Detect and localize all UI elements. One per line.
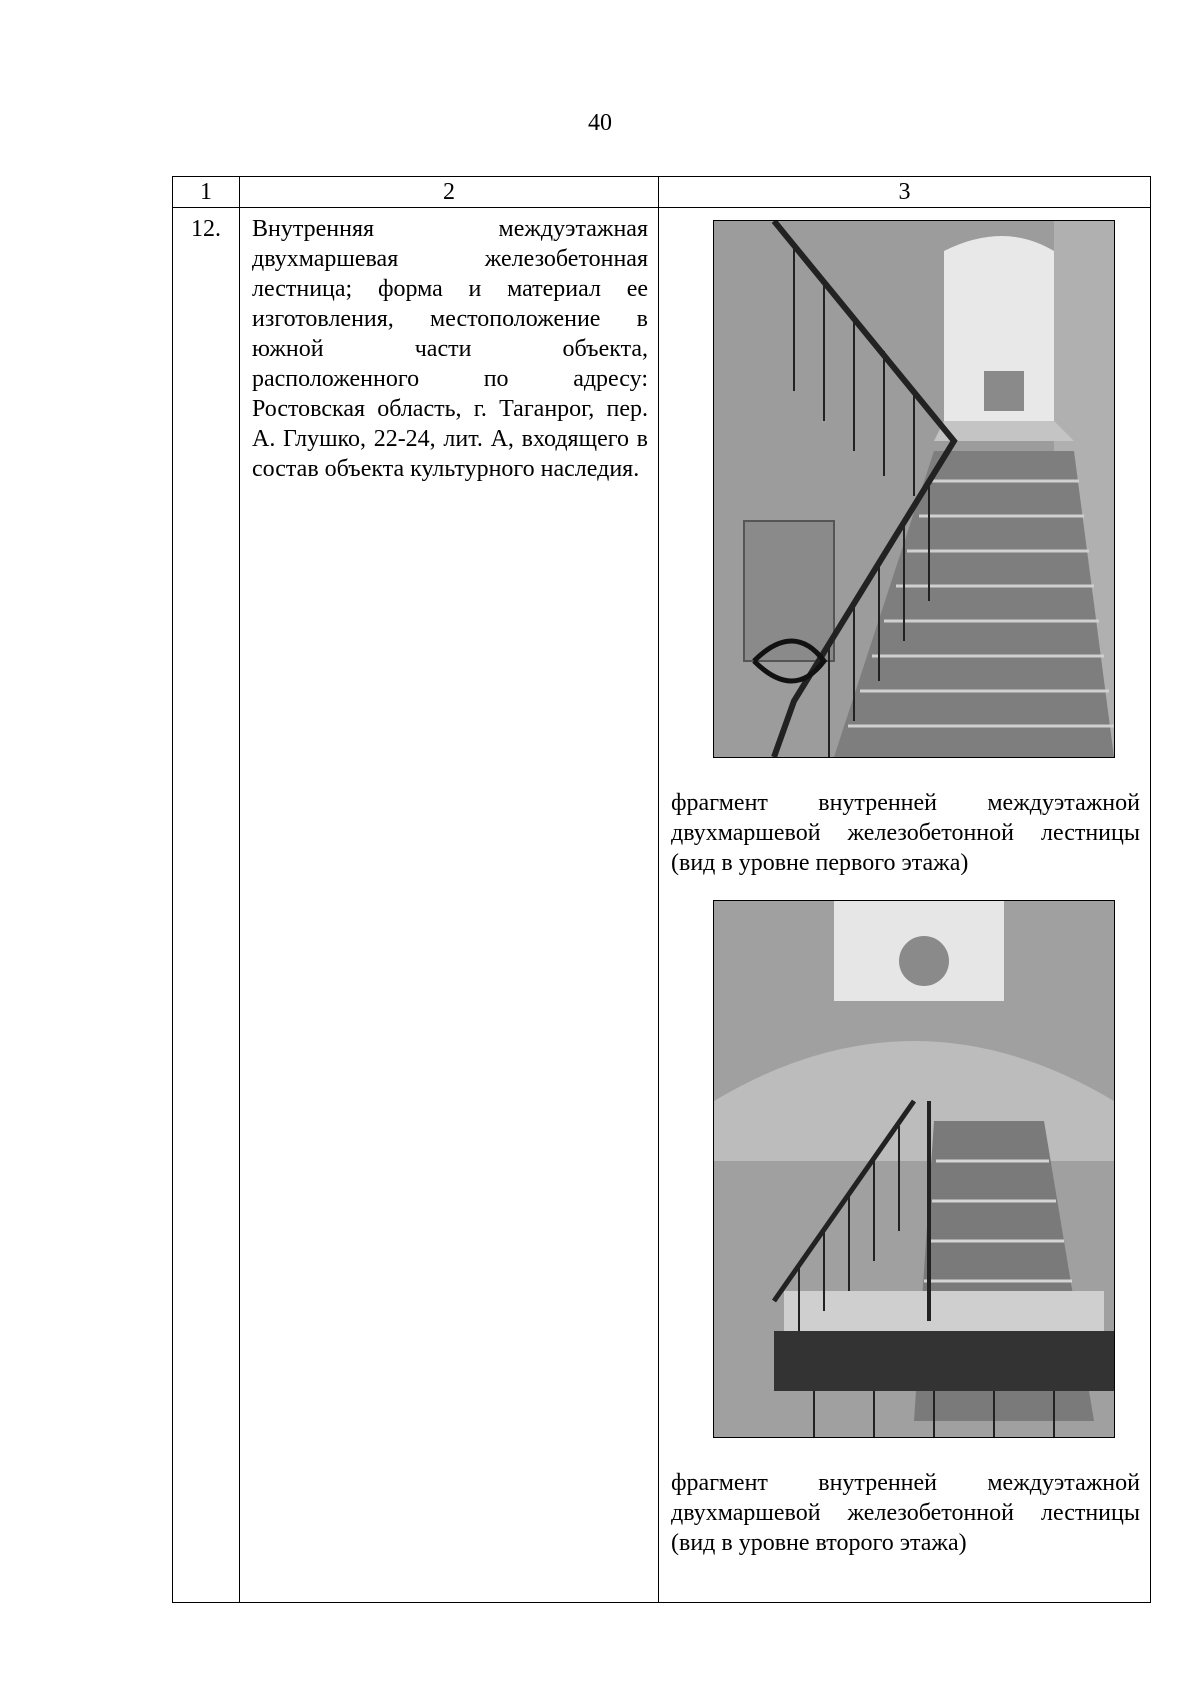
row-number: 12. <box>173 208 240 1603</box>
page-number: 40 <box>588 110 612 136</box>
staircase-photo-second-floor <box>713 900 1115 1438</box>
row-images-cell <box>659 208 1151 1603</box>
row-description-cell <box>240 208 659 1603</box>
table-header-row <box>173 177 1151 208</box>
photo-caption: фрагмент внутренней междуэтажной двухмаршевой железобетонной лестницы (вид в уровне первого этажа) <box>671 790 1140 876</box>
row-description: Внутренняя междуэтажная двухмаршевая железобетонная лестница; форма и материал ее изготовления, местоположение в южной части объекта, расположенного по адресу: Ростовская область, г. Таганрог, пер. А. Глушко, 22-24, лит. А, входящего в состав объекта культурного наследия. <box>252 216 648 482</box>
table-header-cell: 1 <box>173 177 240 208</box>
table-header-cell: 2 <box>240 177 659 208</box>
table-header-cell: 3 <box>659 177 1151 208</box>
photo-caption: фрагмент внутренней междуэтажной двухмаршевой железобетонной лестницы (вид в уровне второго этажа) <box>671 1470 1140 1556</box>
document-table <box>172 176 1151 1603</box>
table-row <box>173 208 1151 1603</box>
staircase-photo-first-floor <box>713 220 1115 758</box>
